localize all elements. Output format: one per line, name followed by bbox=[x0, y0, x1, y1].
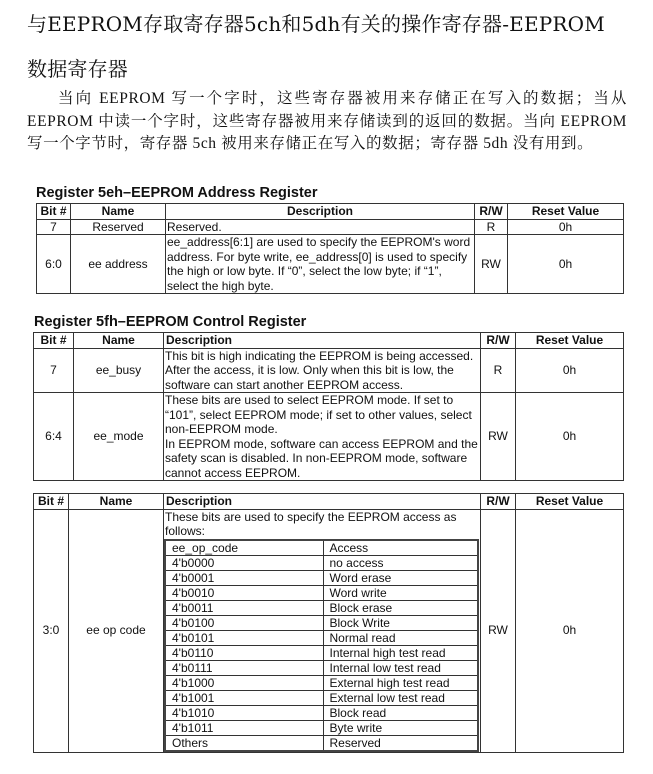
opcode-header-row bbox=[165, 540, 478, 556]
col-bit: Bit # bbox=[34, 333, 74, 349]
opcode-row bbox=[165, 690, 478, 705]
rw-cell: RW bbox=[475, 235, 508, 294]
access-cell: Block read bbox=[323, 705, 478, 720]
opcode-cell: 4'b0000 bbox=[165, 555, 323, 570]
reset-cell: 0h bbox=[508, 235, 624, 294]
rw-cell: R bbox=[481, 348, 516, 393]
access-cell: Normal read bbox=[323, 630, 478, 645]
name-cell: ee_busy bbox=[74, 348, 164, 393]
access-cell: External low test read bbox=[323, 690, 478, 705]
col-bit: Bit # bbox=[37, 204, 71, 220]
col-description: Description bbox=[166, 204, 475, 220]
opcode-cell: 4'b0001 bbox=[165, 570, 323, 585]
table-row bbox=[34, 348, 624, 393]
description-cell: This bit is high indicating the EEPROM is being accessed. After the access, it is low. Only when this bit is low, the software can start another EEPROM access. bbox=[164, 348, 481, 393]
opcode-row bbox=[165, 585, 478, 600]
reset-cell: 0h bbox=[516, 348, 624, 393]
opcode-row bbox=[165, 735, 478, 751]
access-cell: Block erase bbox=[323, 600, 478, 615]
reset-cell: 0h bbox=[516, 509, 624, 752]
access-cell: Reserved bbox=[323, 735, 478, 751]
description-intro: These bits are used to specify the EEPROM access as follows: bbox=[165, 509, 457, 538]
page-title: 与EEPROM存取寄存器5ch和5dh有关的操作寄存器-EEPROM bbox=[27, 12, 605, 36]
intro-paragraph: 当向 EEPROM 写一个字时，这些寄存器被用来存储正在写入的数据；当从 EEPROM 中读一个字时，这些寄存器被用来存储读到的返回的数据。当向 EEPROM 写一个字节时，寄存器 5ch 被用来存储正在写入的数据；寄存器 5dh 没有用到。 bbox=[27, 90, 627, 152]
description-cell bbox=[164, 509, 481, 752]
col-rw: R/W bbox=[481, 333, 516, 349]
access-cell: Word erase bbox=[323, 570, 478, 585]
opcode-row bbox=[165, 720, 478, 735]
table-header-row bbox=[34, 494, 624, 510]
bit-cell: 3:0 bbox=[34, 509, 69, 752]
description-cell: ee_address[6:1] are used to specify the EEPROM's word address. For byte write, ee_address[0] is used to specify the high or low byte. If “0”, select the low byte; if “1”, select the high byte. bbox=[166, 235, 475, 294]
opcode-cell: 4'b1011 bbox=[165, 720, 323, 735]
opcode-row bbox=[165, 570, 478, 585]
name-cell: Reserved bbox=[71, 219, 166, 235]
opcode-row bbox=[165, 615, 478, 630]
table-header-row bbox=[37, 204, 624, 220]
name-cell: ee op code bbox=[69, 509, 164, 752]
opcode-cell: 4'b1001 bbox=[165, 690, 323, 705]
description-line: In EEPROM mode, software can access EEPROM and the safety scan is disabled. In non-EEPROM mode, software cannot access EEPROM. bbox=[165, 436, 478, 480]
opcode-cell: 4'b1010 bbox=[165, 705, 323, 720]
register-5eh-title: Register 5eh–EEPROM Address Register bbox=[36, 185, 318, 201]
access-header: Access bbox=[323, 540, 478, 556]
table-row bbox=[37, 219, 624, 235]
col-name: Name bbox=[71, 204, 166, 220]
opcode-row bbox=[165, 600, 478, 615]
description-line: These bits are used to select EEPROM mode. If set to “101”, select EEPROM mode; if set to other values, select non-EEPROM mode. bbox=[165, 393, 472, 436]
opcode-row bbox=[165, 660, 478, 675]
table-row bbox=[34, 509, 624, 752]
col-rw: R/W bbox=[481, 494, 516, 510]
opcode-cell: 4'b0111 bbox=[165, 660, 323, 675]
access-cell: Internal low test read bbox=[323, 660, 478, 675]
col-rw: R/W bbox=[475, 204, 508, 220]
opcode-cell: 4'b0110 bbox=[165, 645, 323, 660]
register-5fh-table bbox=[33, 332, 624, 481]
reset-cell: 0h bbox=[508, 219, 624, 235]
table-row bbox=[37, 235, 624, 294]
opcode-cell: 4'b0010 bbox=[165, 585, 323, 600]
bit-cell: 7 bbox=[34, 348, 74, 393]
col-bit: Bit # bbox=[34, 494, 69, 510]
bit-cell: 7 bbox=[37, 219, 71, 235]
register-5fh-title: Register 5fh–EEPROM Control Register bbox=[34, 314, 307, 330]
reset-cell: 0h bbox=[516, 393, 624, 481]
bit-cell: 6:4 bbox=[34, 393, 74, 481]
col-description: Description bbox=[164, 494, 481, 510]
opcode-header: ee_op_code bbox=[165, 540, 323, 556]
col-reset-value: Reset Value bbox=[516, 494, 624, 510]
col-name: Name bbox=[74, 333, 164, 349]
opcode-row bbox=[165, 705, 478, 720]
col-reset-value: Reset Value bbox=[516, 333, 624, 349]
access-cell: Block Write bbox=[323, 615, 478, 630]
opcode-cell: 4'b1000 bbox=[165, 675, 323, 690]
col-name: Name bbox=[69, 494, 164, 510]
access-cell: Word write bbox=[323, 585, 478, 600]
table-row bbox=[34, 393, 624, 481]
access-cell: External high test read bbox=[323, 675, 478, 690]
col-description: Description bbox=[164, 333, 481, 349]
opcode-cell: 4'b0101 bbox=[165, 630, 323, 645]
register-5fh-opcode-table bbox=[33, 493, 624, 753]
opcode-row bbox=[165, 555, 478, 570]
opcode-cell: Others bbox=[165, 735, 323, 751]
name-cell: ee address bbox=[71, 235, 166, 294]
description-cell bbox=[164, 393, 481, 481]
opcode-cell: 4'b0011 bbox=[165, 600, 323, 615]
access-cell: Internal high test read bbox=[323, 645, 478, 660]
table-header-row bbox=[34, 333, 624, 349]
access-cell: Byte write bbox=[323, 720, 478, 735]
opcode-cell: 4'b0100 bbox=[165, 615, 323, 630]
opcode-row bbox=[165, 675, 478, 690]
description-cell: Reserved. bbox=[166, 219, 475, 235]
rw-cell: RW bbox=[481, 393, 516, 481]
access-cell: no access bbox=[323, 555, 478, 570]
opcode-table bbox=[164, 539, 479, 752]
register-5eh-table bbox=[36, 203, 624, 294]
col-reset-value: Reset Value bbox=[508, 204, 624, 220]
page-title-continued: 数据寄存器 bbox=[27, 57, 128, 81]
name-cell: ee_mode bbox=[74, 393, 164, 481]
opcode-row bbox=[165, 645, 478, 660]
rw-cell: RW bbox=[481, 509, 516, 752]
bit-cell: 6:0 bbox=[37, 235, 71, 294]
opcode-row bbox=[165, 630, 478, 645]
rw-cell: R bbox=[475, 219, 508, 235]
